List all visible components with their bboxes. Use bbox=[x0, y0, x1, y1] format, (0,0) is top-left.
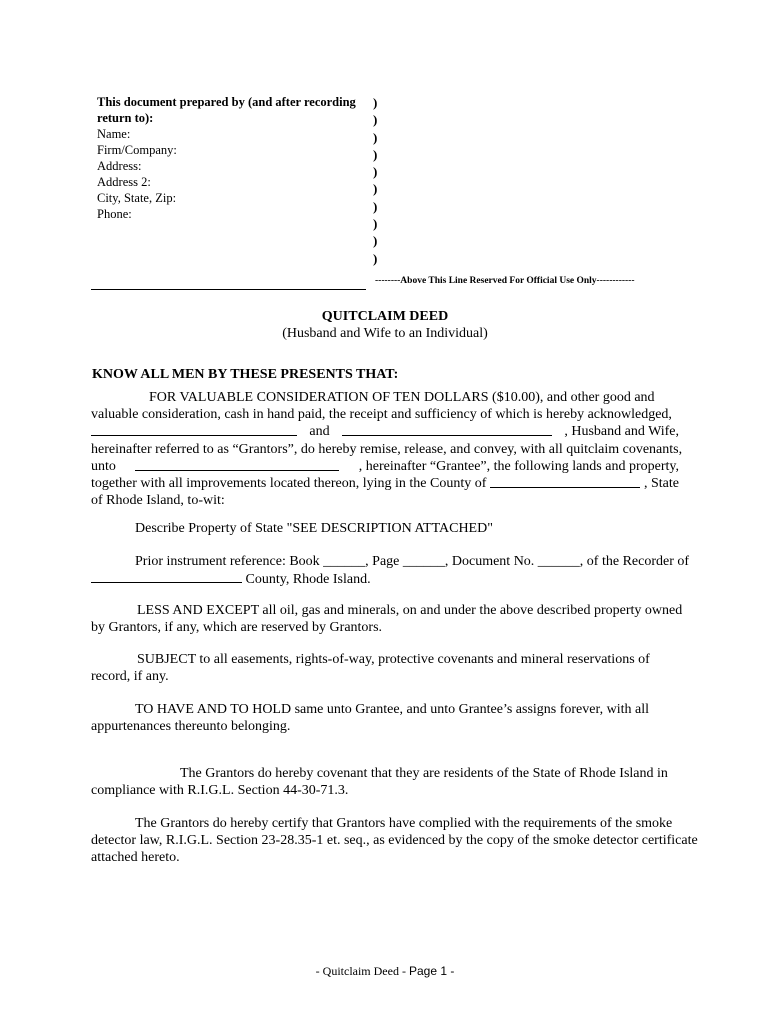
bracket: ) bbox=[373, 216, 378, 232]
bracket: ) bbox=[373, 95, 378, 110]
describe-property: Describe Property of State "SEE DESCRIPTION ATTACHED" bbox=[135, 521, 493, 536]
consideration-paragraph bbox=[91, 389, 683, 509]
preparer-firm-label: Firm/Company: bbox=[97, 143, 177, 157]
smoke-detector-paragraph: The Grantors do hereby certify that Grantors have complied with the requirements of the smoke detector law, R.I.G.L. Section 23-28.35-1 et. seq., as evidenced by the copy of the smoke detector certificate attached hereto. bbox=[91, 816, 698, 866]
grantors-line: and , Husband and Wife, bbox=[91, 423, 679, 440]
residency-paragraph: The Grantors do hereby covenant that they are residents of the State of Rhode Island in compliance with R.I.G.L. Section 44-30-71.3. bbox=[91, 766, 668, 799]
bracket: ) bbox=[373, 198, 378, 214]
consideration-line: valuable consideration, cash in hand paid, the receipt and sufficiency of which is hereby acknowledged, bbox=[91, 407, 672, 423]
know-all-heading: KNOW ALL MEN BY THESE PRESENTS THAT: bbox=[92, 367, 399, 382]
prior-instrument-paragraph bbox=[91, 553, 690, 588]
bracket-column bbox=[373, 94, 387, 267]
bracket: ) bbox=[373, 146, 378, 162]
subject-paragraph: SUBJECT to all easements, rights-of-way, protective covenants and mineral reservations of record, if any. bbox=[91, 652, 650, 685]
bracket: ) bbox=[373, 112, 378, 128]
preparer-address-label: Address: bbox=[97, 159, 142, 173]
preparer-phone-label: Phone: bbox=[97, 207, 132, 221]
recording-divider-line bbox=[91, 289, 366, 290]
grantee-line: unto , hereinafter “Grantee”, the following lands and property, bbox=[91, 458, 679, 474]
bracket: ) bbox=[373, 181, 378, 197]
document-title: QUITCLAIM DEED bbox=[321, 309, 449, 324]
county-blank[interactable] bbox=[490, 475, 640, 488]
prior-instrument-line: Prior instrument reference: Book ______, Page ______, Document No. ______, of the Recorder of bbox=[135, 554, 690, 569]
prior-county-line: County, Rhode Island. bbox=[91, 570, 679, 588]
page-number: Page 1 - bbox=[408, 964, 455, 978]
preparer-name-label: Name: bbox=[97, 127, 131, 141]
preparer-heading: This document prepared by (and after recording return to): bbox=[97, 95, 356, 125]
bracket: ) bbox=[373, 250, 378, 266]
bracket: ) bbox=[373, 164, 378, 180]
habendum-paragraph: TO HAVE AND TO HOLD same unto Grantee, and unto Grantee’s assigns forever, with all appurtenances thereunto belonging. bbox=[91, 702, 649, 735]
recorder-county-blank[interactable] bbox=[91, 570, 242, 583]
grantor-1-blank[interactable] bbox=[91, 423, 297, 436]
official-use-notice: --------Above This Line Reserved For Official Use Only------------ bbox=[375, 276, 635, 286]
grantor-2-blank[interactable] bbox=[342, 423, 552, 436]
bracket: ) bbox=[373, 129, 378, 145]
consideration-line: of Rhode Island, to-wit: bbox=[91, 493, 225, 509]
less-and-except-paragraph: LESS AND EXCEPT all oil, gas and minerals, on and under the above described property owned by Grantors, if any, which are reserved by Grantors. bbox=[91, 603, 683, 636]
preparer-block bbox=[97, 94, 367, 222]
grantee-blank[interactable] bbox=[135, 458, 339, 471]
page-footer bbox=[0, 964, 770, 979]
footer-label: - Quitclaim Deed - bbox=[315, 964, 409, 978]
bracket: ) bbox=[373, 233, 378, 249]
consideration-line: FOR VALUABLE CONSIDERATION OF TEN DOLLARS ($10.00), and other good and bbox=[149, 390, 655, 405]
county-line: together with all improvements located thereon, lying in the County of , State bbox=[91, 476, 679, 492]
document-subtitle: (Husband and Wife to an Individual) bbox=[282, 326, 488, 341]
preparer-address2-label: Address 2: bbox=[97, 175, 151, 189]
preparer-city-state-zip-label: City, State, Zip: bbox=[97, 191, 177, 205]
consideration-line: hereinafter referred to as “Grantors”, do hereby remise, release, and convey, with all quitclaim covenants, bbox=[91, 441, 683, 457]
